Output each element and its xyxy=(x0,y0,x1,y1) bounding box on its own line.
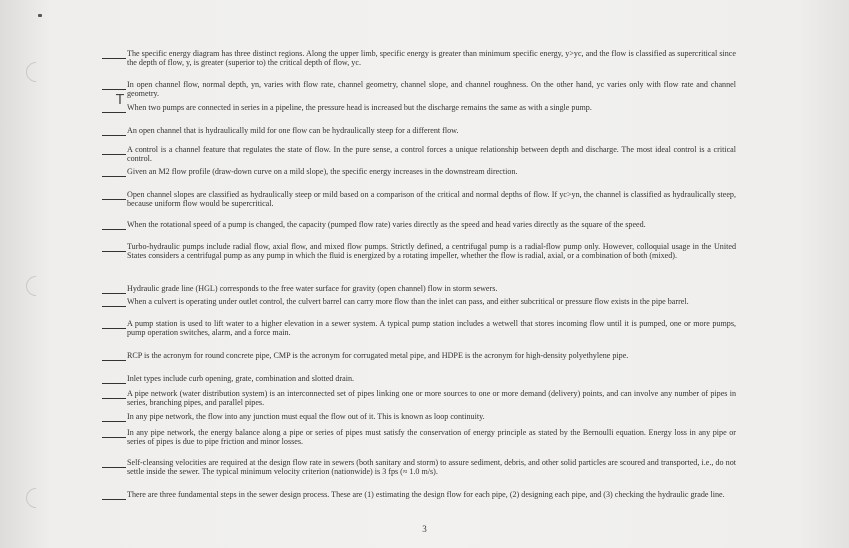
answer-blank[interactable] xyxy=(102,145,126,155)
question-text: There are three fundamental steps in the sewer design process. These are (1) estimating the design flow for each pipe, (2) designing each pipe, and (3) checking the hydraulic grade line. xyxy=(127,490,725,499)
question-text: A pipe network (water distribution system) is an interconnected set of pipes linking one or more sources to one or more demand (delivery) points, and can involve any number of pipes in series, branching pipes, and parallel pipes. xyxy=(127,389,736,408)
question-item xyxy=(102,428,736,446)
question-item xyxy=(102,190,736,208)
question-item xyxy=(102,412,736,422)
answer-blank[interactable] xyxy=(102,374,126,384)
answer-blank[interactable] xyxy=(102,458,126,468)
answer-blank[interactable] xyxy=(102,428,126,438)
question-text: Open channel slopes are classified as hydraulically steep or mild based on a comparison of the critical and normal depths of flow. If yc>yn, the channel is classified as hydraulically steep, because uniform flow would be supercritical. xyxy=(127,190,736,209)
question-text: When two pumps are connected in series in a pipeline, the pressure head is increased but the discharge remains the same as with a single pump. xyxy=(127,103,592,112)
answer-blank[interactable] xyxy=(102,80,126,90)
question-text: An open channel that is hydraulically mild for one flow can be hydraulically steep for a different flow. xyxy=(127,126,459,135)
question-text: Self-cleansing velocities are required at the design flow rate in sewers (both sanitary and storm) to assure sediment, debris, and other solid particles are scoured and transported, i.e., do not settle inside the sewer. The typical minimum velocity criterion (nationwide) is 3 fps (≈ 1.0 m/s). xyxy=(127,458,736,477)
question-item xyxy=(102,284,736,294)
answer-blank[interactable] xyxy=(102,490,126,500)
answer-blank[interactable] xyxy=(102,190,126,200)
answer-blank[interactable] xyxy=(102,319,126,329)
question-text: Turbo-hydraulic pumps include radial flow, axial flow, and mixed flow pumps. Strictly defined, a centrifugal pump is a radial-flow pump only. However, colloquial usage in the United States considers a centrifugal pump as any pump in which the fluid is energized by a rotating impeller, whether the flow is radial, axial, or a combination of both (mixed). xyxy=(127,242,736,261)
question-item xyxy=(102,93,736,113)
answer-blank[interactable] xyxy=(102,93,126,113)
question-text: In any pipe network, the flow into any junction must equal the flow out of it. This is known as loop continuity. xyxy=(127,412,485,421)
question-text: A pump station is used to lift water to a higher elevation in a sewer system. A typical pump station includes a wetwell that stores incoming flow until it is pumped, one or more pumps, pump operation switches, alarm, and a force main. xyxy=(127,319,736,338)
question-item xyxy=(102,458,736,476)
question-item xyxy=(102,49,736,67)
question-text: RCP is the acronym for round concrete pipe, CMP is the acronym for corrugated metal pipe, and HDPE is the acronym for high-density polyethylene pipe. xyxy=(127,351,629,360)
punch-hole-mark xyxy=(22,58,50,86)
answer-blank[interactable] xyxy=(102,297,126,307)
question-item xyxy=(102,319,736,337)
handwritten-answer: T xyxy=(116,93,124,108)
page-number: 3 xyxy=(422,524,427,534)
question-text: Inlet types include curb opening, grate, combination and slotted drain. xyxy=(127,374,355,383)
question-text: When a culvert is operating under outlet control, the culvert barrel can carry more flow than the inlet can pass, and either subcritical or pressure flow exists in the pipe barrel. xyxy=(127,297,689,306)
question-item xyxy=(102,167,736,177)
punch-hole-mark xyxy=(22,484,50,512)
answer-blank[interactable] xyxy=(102,242,126,252)
question-text: In open channel flow, normal depth, yn, varies with flow rate, channel geometry, channel slope, and channel roughness. On the other hand, yc varies only with flow rate and channel geometry. xyxy=(127,80,736,99)
question-text: When the rotational speed of a pump is changed, the capacity (pumped flow rate) varies directly as the speed and head varies directly as the square of the speed. xyxy=(127,220,646,229)
answer-blank[interactable] xyxy=(102,351,126,361)
question-text: The specific energy diagram has three distinct regions. Along the upper limb, specific energy is greater than minimum specific energy, y>yc, and the flow is classified as supercritical since the depth of flow, y, is greater (superior to) the critical depth of flow, yc. xyxy=(127,49,736,68)
question-item xyxy=(102,126,736,136)
question-item xyxy=(102,490,736,500)
punch-hole-mark xyxy=(22,272,50,300)
question-item xyxy=(102,389,736,407)
answer-blank[interactable] xyxy=(102,49,126,59)
question-item xyxy=(102,351,736,361)
answer-blank[interactable] xyxy=(102,389,126,399)
question-text: A control is a channel feature that regulates the state of flow. In the pure sense, a control forces a unique relationship between depth and discharge. The most ideal control is a critical control. xyxy=(127,145,736,164)
question-item xyxy=(102,242,736,260)
question-text: Hydraulic grade line (HGL) corresponds to the free water surface for gravity (open channel) flow in storm sewers. xyxy=(127,284,498,293)
question-text: Given an M2 flow profile (draw-down curve on a mild slope), the specific energy increases in the downstream direction. xyxy=(127,167,518,176)
question-text: In any pipe network, the energy balance along a pipe or series of pipes must satisfy the conservation of energy principle as stated by the Bernoulli equation. Energy loss in any pipe or series of pipes is due to pipe friction and minor losses. xyxy=(127,428,736,447)
question-item xyxy=(102,145,736,163)
answer-blank[interactable] xyxy=(102,126,126,136)
scan-speck xyxy=(38,14,42,17)
answer-blank[interactable] xyxy=(102,167,126,177)
question-item xyxy=(102,220,736,230)
question-item xyxy=(102,297,736,307)
question-item xyxy=(102,80,736,98)
answer-blank[interactable] xyxy=(102,284,126,294)
answer-blank[interactable] xyxy=(102,412,126,422)
answer-blank[interactable] xyxy=(102,220,126,230)
question-item xyxy=(102,374,736,384)
